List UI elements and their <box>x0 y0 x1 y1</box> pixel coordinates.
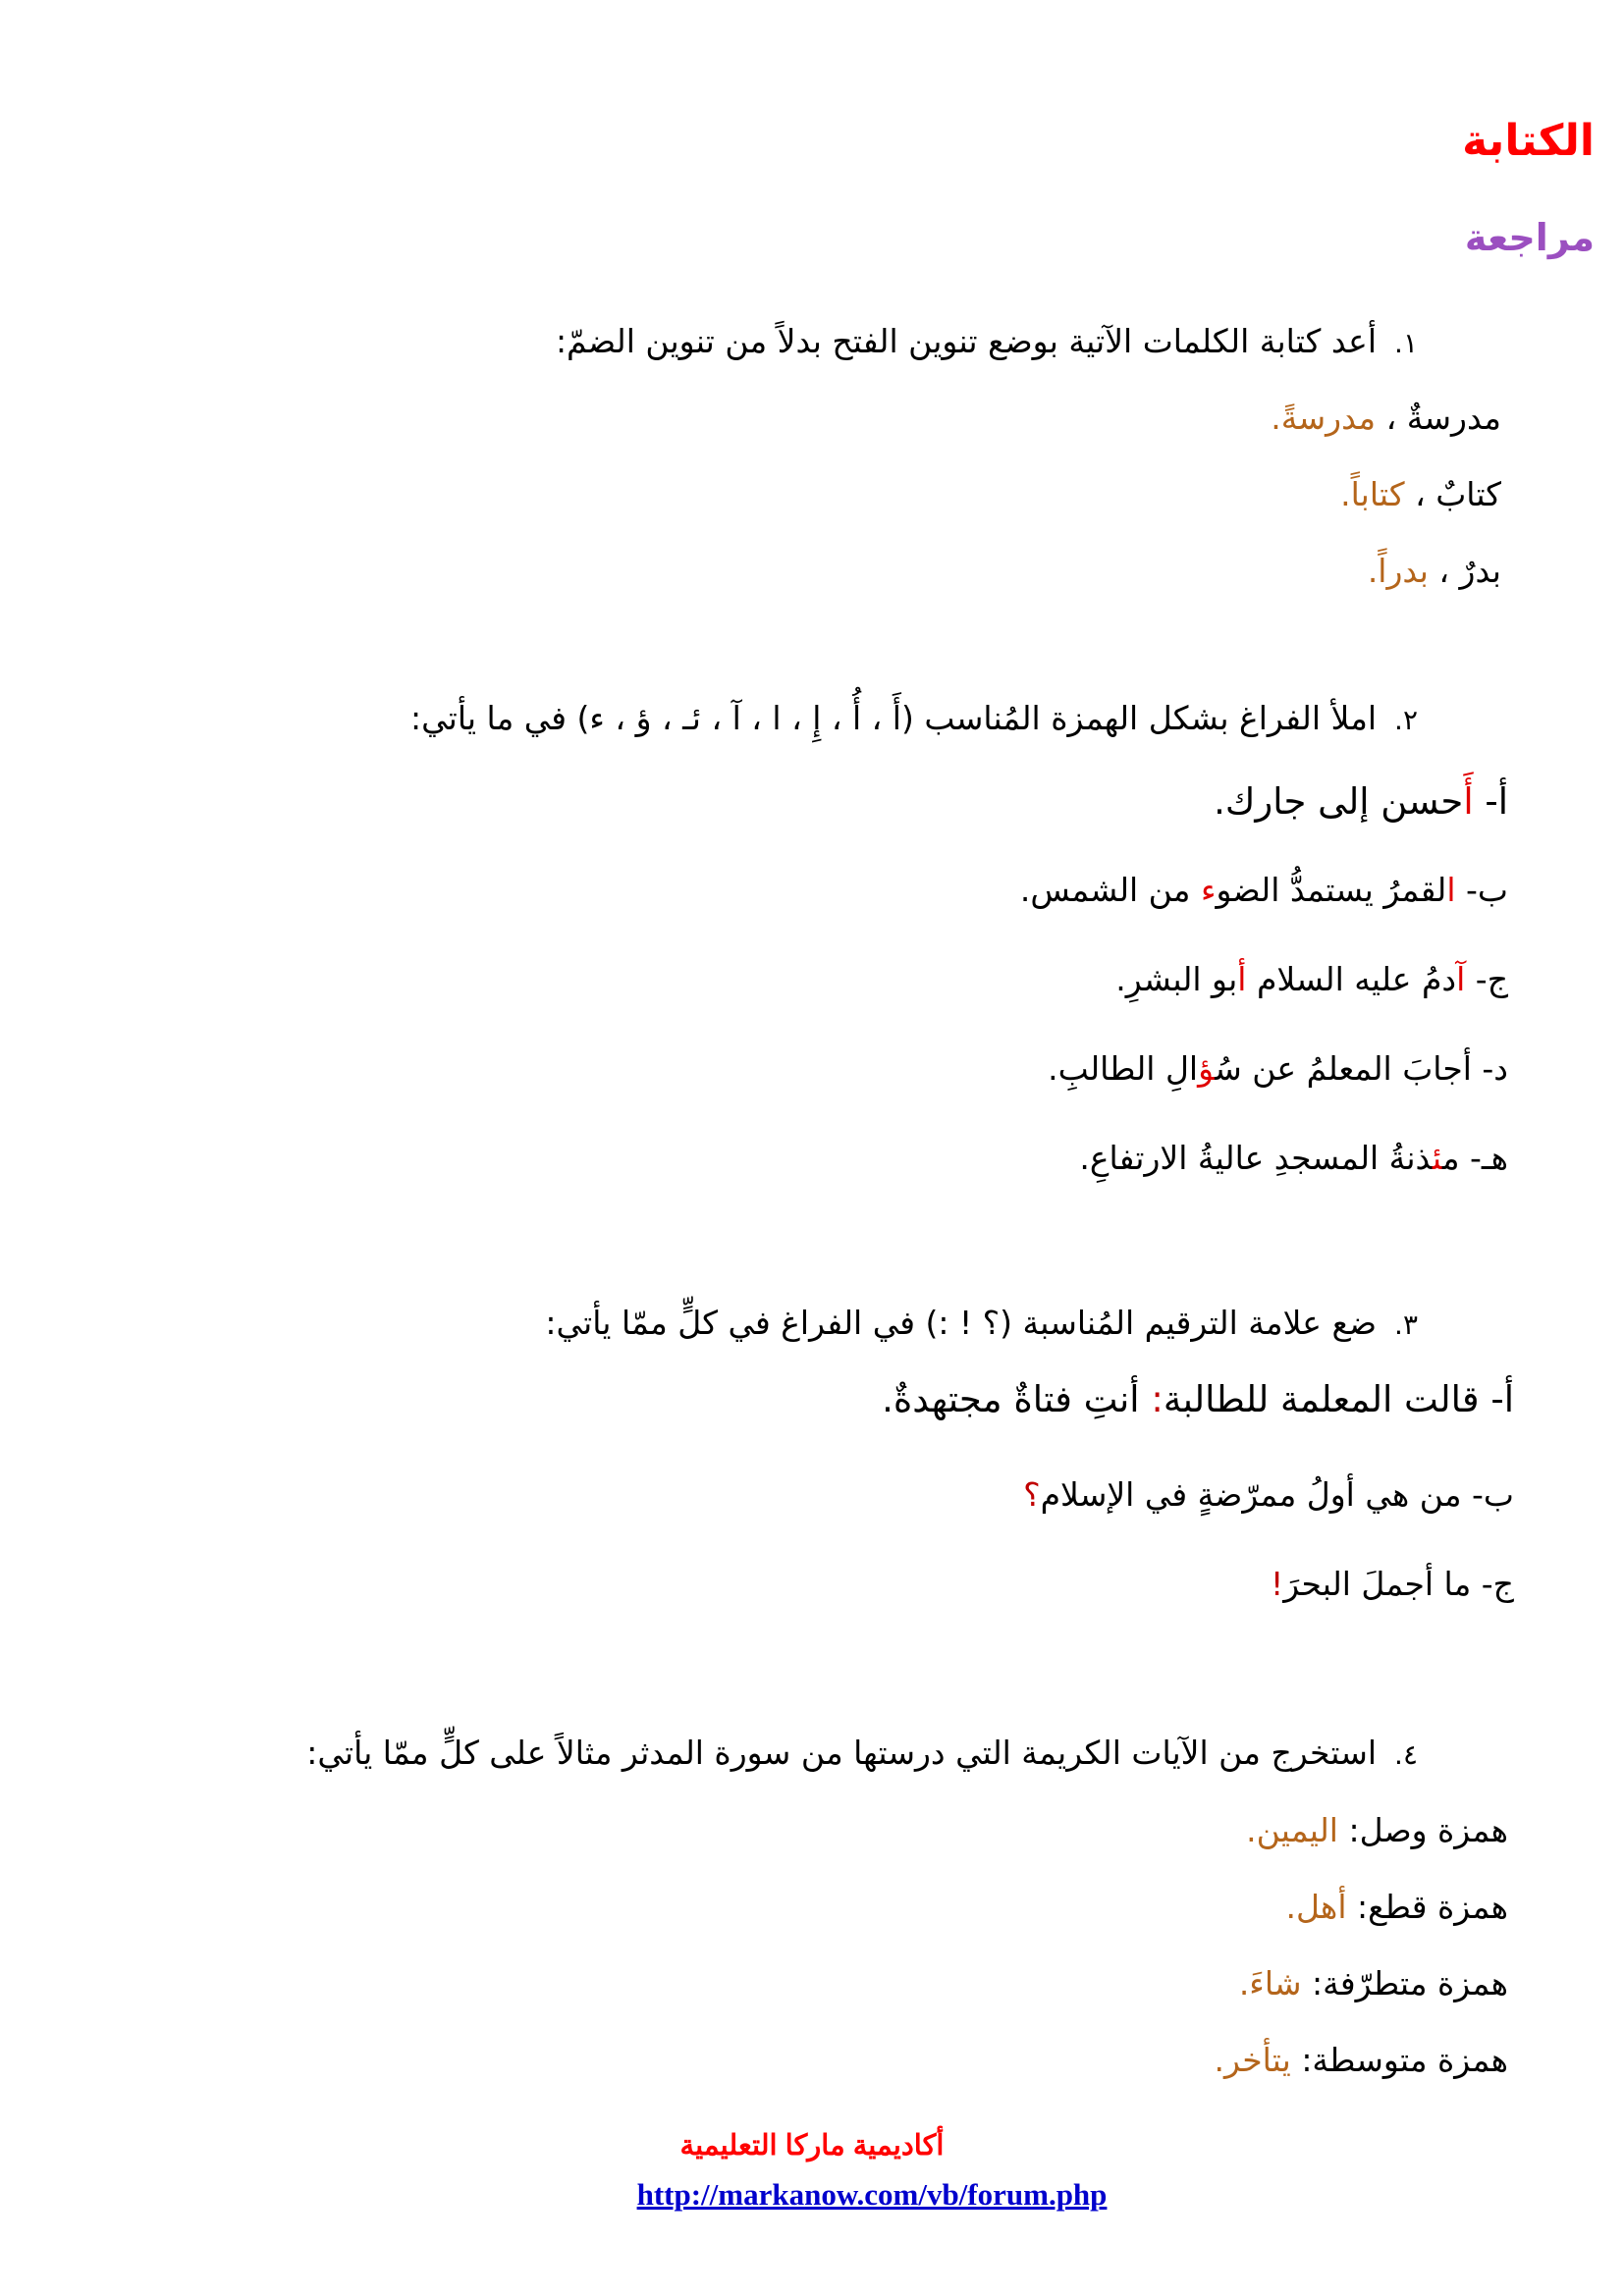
question-number: ٤. <box>1394 1738 1418 1771</box>
item-text: أ- قالت المعلمة للطالبة <box>1163 1378 1514 1420</box>
item-text: أنتِ فتاةٌ مجتهدةٌ. <box>882 1378 1152 1420</box>
q4-item <box>1215 2041 1508 2080</box>
item-text: من الشمس. <box>1019 871 1201 909</box>
item-text: ب- من هي أولُ ممرّضةٍ في الإسلام <box>1040 1475 1514 1514</box>
question-text: استخرج من الآيات الكريمة التي درستها من سورة المدثر مثالاً على كلٍّ ممّا يأتي: <box>306 1734 1378 1772</box>
item-text: أ- <box>1473 780 1508 823</box>
punctuation-answer: ! <box>1271 1565 1284 1603</box>
example-answer: أهل. <box>1285 1888 1347 1926</box>
question-3 <box>545 1304 1418 1343</box>
example-answer: يتأخر. <box>1214 2041 1291 2079</box>
item-text: دمُ عليه السلام <box>1246 960 1457 998</box>
answer-word: بدراً. <box>1367 552 1429 590</box>
answer-word: مدرسةً. <box>1271 399 1377 437</box>
item-text: د- أجابَ المعلمُ عن سُ <box>1215 1049 1508 1088</box>
answer-word: كتاباً. <box>1340 475 1405 513</box>
given-word: كتابٌ ، <box>1404 475 1501 513</box>
question-4 <box>306 1734 1418 1773</box>
punctuation-answer: : <box>1151 1378 1164 1420</box>
question-2 <box>410 699 1418 738</box>
hamza-type-label: همزة متطرّفة: <box>1301 1964 1508 2002</box>
hamza-answer: ا <box>1446 871 1456 909</box>
page-title: الكتابة <box>1462 116 1595 166</box>
given-word: بدرٌ ، <box>1428 552 1501 590</box>
item-text: الِ الطالبِ. <box>1048 1049 1199 1088</box>
section-subtitle: مراجعة <box>1464 216 1595 259</box>
hamza-answer: أ <box>1237 960 1247 998</box>
item-text: لقمرُ يستمدُّ الضو <box>1216 871 1447 909</box>
hamza-type-label: همزة قطع: <box>1346 1888 1508 1926</box>
q2-item <box>1115 960 1508 999</box>
footer-academy-name: أكاديمية ماركا التعليمية <box>679 2130 945 2162</box>
item-text: ج- <box>1465 960 1508 998</box>
hamza-type-label: همزة متوسطة: <box>1290 2041 1508 2079</box>
q2-item <box>1048 1049 1508 1089</box>
item-text: حسن إلى جارك. <box>1214 780 1464 823</box>
question-number: ١. <box>1394 327 1418 359</box>
item-text: هـ- م <box>1441 1139 1508 1177</box>
hamza-answer: ؤ <box>1198 1049 1216 1088</box>
q3-item <box>1271 1565 1514 1604</box>
footer-forum-link[interactable]: http://markanow.com/vb/forum.php <box>636 2177 1108 2212</box>
q4-item <box>1239 1964 1508 2003</box>
q4-item <box>1285 1888 1508 1927</box>
question-text: املأ الفراغ بشكل الهمزة المُناسب (أَ ، أُ ، إِ ، ا ، آ ، ئـ ، ؤ ، ء) في ما يأتي: <box>410 699 1378 737</box>
item-text: بو البشرِ. <box>1115 960 1238 998</box>
given-word: مدرسةٌ ، <box>1376 399 1501 437</box>
question-text: أعد كتابة الكلمات الآتية بوضع تنوين الفتح بدلاً من تنوين الضمّ: <box>555 322 1378 360</box>
item-text: ذنةُ المسجدِ عاليةُ الارتفاعِ. <box>1079 1139 1433 1177</box>
hamza-answer: ئ <box>1432 1139 1442 1177</box>
q2-item <box>1020 871 1508 910</box>
hamza-answer: أَ <box>1463 780 1474 823</box>
example-answer: اليمين. <box>1246 1811 1338 1849</box>
q2-item <box>1079 1139 1508 1178</box>
question-number: ٢. <box>1394 704 1418 736</box>
item-text: ب- <box>1455 871 1508 909</box>
q4-item <box>1246 1811 1508 1850</box>
q3-item <box>882 1378 1514 1421</box>
example-answer: شاءَ. <box>1238 1964 1302 2002</box>
punctuation-answer: ؟ <box>1023 1475 1041 1514</box>
q1-item <box>1368 552 1501 591</box>
q1-item <box>1340 475 1501 514</box>
hamza-answer: آ <box>1456 960 1466 998</box>
q1-item <box>1271 399 1501 438</box>
q3-item <box>1023 1475 1514 1515</box>
question-1 <box>556 322 1418 361</box>
question-text: ضع علامة الترقيم المُناسبة (؟ ! :) في الفراغ في كلٍّ ممّا يأتي: <box>545 1304 1378 1342</box>
hamza-type-label: همزة وصل: <box>1337 1811 1508 1849</box>
q2-item <box>1214 780 1508 824</box>
hamza-answer: ء <box>1200 871 1217 909</box>
question-number: ٣. <box>1394 1308 1418 1341</box>
item-text: ج- ما أجملَ البحرَ <box>1283 1565 1514 1603</box>
